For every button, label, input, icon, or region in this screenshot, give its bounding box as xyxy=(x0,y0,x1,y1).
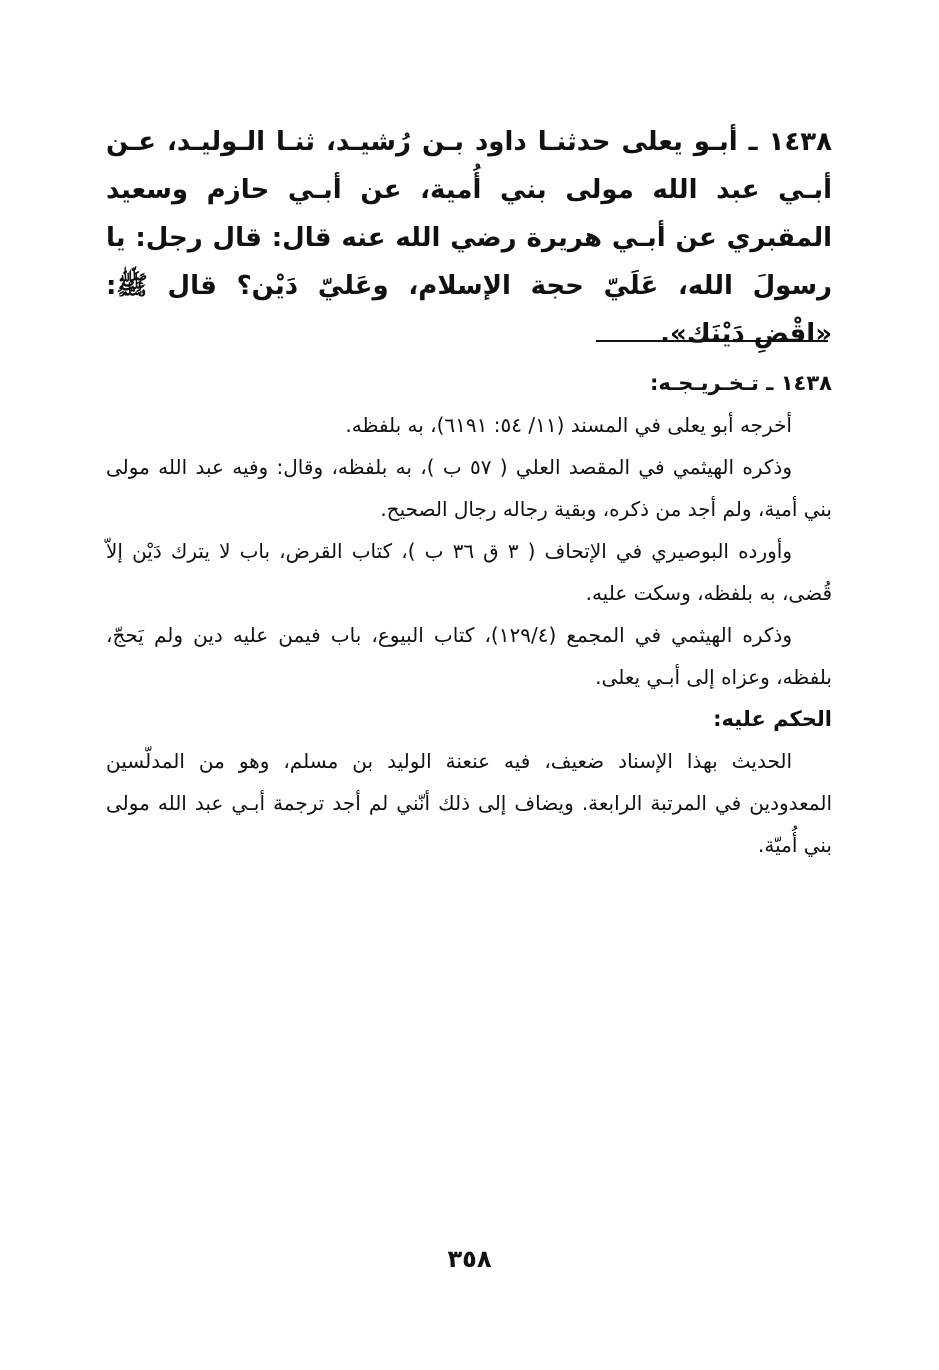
takhrij-paragraph: وأورده البوصيري في الإتحاف ( ٣ ق ٣٦ ب )، كتاب القرض، باب لا يترك دَيْن إلاّ قُضى، به بلفظه، وسكت عليه. xyxy=(106,539,832,605)
page-number: ٣٥٨ xyxy=(447,1245,492,1273)
takhrij-paragraph: أخرجه أبو يعلى في المسند (١١/ ٥٤: ٦١٩١)، به بلفظه. xyxy=(345,413,792,437)
hadith-text: ١٤٣٨ ـ أبـو يعلى حدثنـا داود بـن رُشيـد، ثنـا الـوليـد، عـن أبـي عبد الله مولى بني أُمية، عن أبـي حازم وسعيد المقبري عن أبـي هريرة رضي الله عنه قال: قال رجل: يا رسولَ الله، عَلَيّ حجة الإسلام، وعَليّ دَيْن؟ قال ﷺ: «اقْضِ دَيْنَك». xyxy=(106,127,832,349)
footnotes-block xyxy=(106,362,832,866)
hadith-text-block xyxy=(106,118,832,358)
takhrij-paragraph: وذكره الهيثمي في المقصد العلي ( ٥٧ ب )، به بلفظه، وقال: وفيه عبد الله مولى بني أمية، ولم أجد من ذكره، وبقية رجاله رجال الصحيح. xyxy=(106,455,832,521)
ruling-heading: الحكم عليه: xyxy=(713,707,832,731)
takhrij-paragraph: وذكره الهيثمي في المجمع (١٢٩/٤)، كتاب البيوع، باب فيمن عليه دين ولم يَحجّ، بلفظه، وعزاه إلى أبـي يعلى. xyxy=(106,623,832,689)
ruling-text: الحديث بهذا الإسناد ضعيف، فيه عنعنة الوليد بن مسلم، وهو من المدلّسين المعدودين في المرتبة الرابعة. ويضاف إلى ذلك أنّني لم أجد ترجمة أبـي عبد الله مولى بني أُميّة. xyxy=(106,749,832,857)
footnote-separator xyxy=(596,340,828,342)
takhrij-heading: ١٤٣٨ ـ تـخـريـجـه: xyxy=(649,371,832,395)
